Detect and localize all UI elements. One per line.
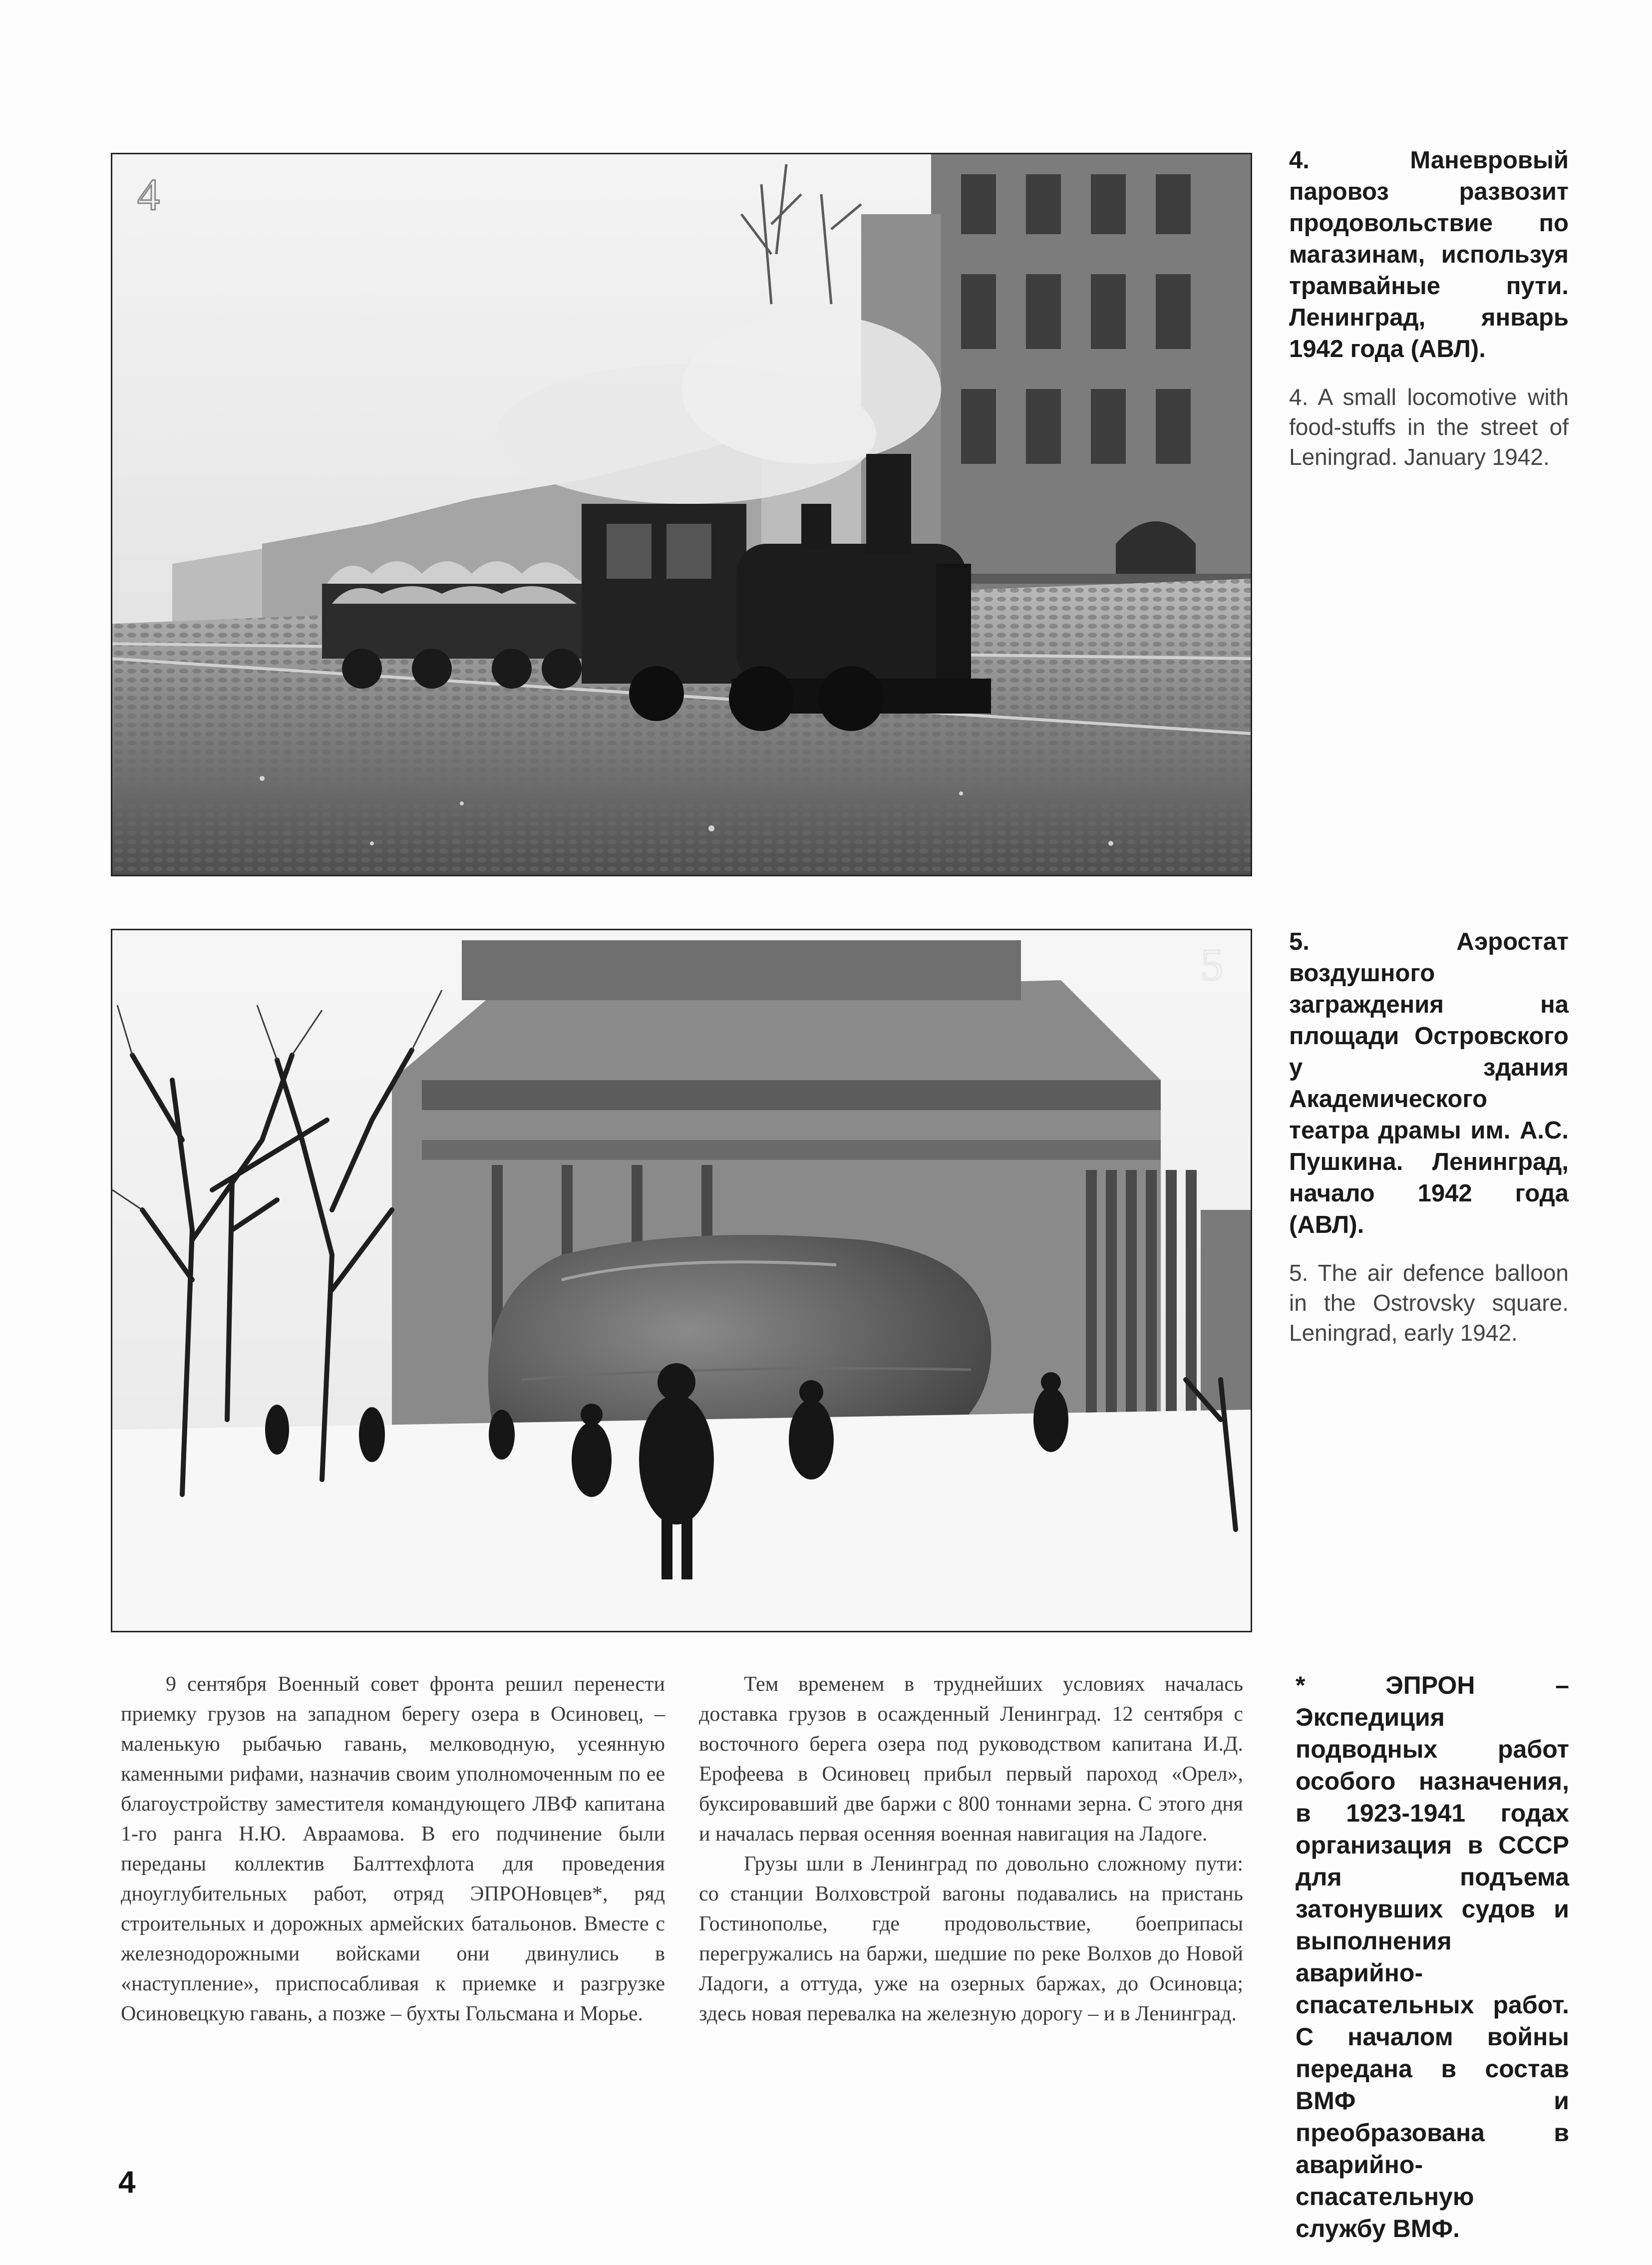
caption-ru: 5. Аэростат воздушного заграждения на площади Островского у здания Академического театра драмы им. А.С. Пушкина. Ленинград, начало 1942 года (АВЛ).	[1289, 928, 1569, 1238]
body-paragraph: Тем временем в труднейших условиях началась доставка грузов в осажденный Ленинград. 12 сентября с восточного берега озера под руководством капитана И.Д. Ерофеева в Осиновец прибыл первый пароход «Орел», буксировавший две баржи с 800 тоннами зерна. С этого дня и началась первая осенняя военная навигация на Ладоге.	[699, 1673, 1243, 1846]
body-column-1	[121, 1669, 665, 2029]
photo-number: 5	[1201, 940, 1223, 990]
photo-number: 4	[137, 170, 160, 220]
caption-en: 5. The air defence balloon in the Ostrovsky square. Leningrad, early 1942.	[1289, 1260, 1569, 1346]
photo-balloon-image	[112, 930, 1251, 1631]
caption-photo-5	[1289, 926, 1569, 1348]
footnote: * ЭПРОН – Экспедиция подводных работ особого назначения, в 1923-1941 годах организация в СССР для подъема затонувших судов и выполнения аварийно-спасательных работ. С началом войны передана в состав ВМФ и преобразована в аварийно-спасательную службу ВМФ.	[1296, 1671, 1569, 2243]
photo-locomotive	[111, 153, 1252, 876]
photo-balloon	[111, 929, 1252, 1632]
caption-en: 4. A small locomotive with food-stuffs in the street of Leningrad. January 1942.	[1289, 384, 1569, 470]
page-number: 4	[118, 2165, 136, 2200]
body-paragraph: Грузы шли в Ленинград по довольно сложному пути: со станции Волховстрой вагоны подавались на пристань Гостинополье, где продовольствие, боеприпасы перегружались на баржи, шедшие по реке Волхов до Новой Ладоги, а оттуда, уже на озерных баржах, до Осиновца; здесь новая перевалка на железную дорогу – и в Ленинград.	[699, 1853, 1243, 2025]
photo-locomotive-image	[112, 154, 1251, 875]
caption-photo-4	[1289, 145, 1569, 472]
body-paragraph: 9 сентября Военный совет фронта решил перенести приемку грузов на западном берегу озера в Осиновец, – маленькую рыбачью гавань, мелководную, усеянную каменными рифами, назначив своим уполномоченным по ее благоустройству заместителя командующего ЛВФ капитана 1-го ранга Н.Ю. Авраамова. В его подчинение были переданы коллектив Балттехфлота для проведения дноуглубительных работ, отряд ЭПРОНовцев*, ряд строительных и дорожных армейских батальонов. Вместе с железнодорожными войсками они двинулись в «наступление», приспосабливая к приемке и разгрузке Осиновецкую гавань, а позже – бухты Гольсмана и Морье.	[121, 1673, 665, 2025]
body-column-2	[699, 1669, 1243, 2029]
caption-ru: 4. Маневровый паровоз развозит продовольствие по магазинам, используя трамвайные пути. Ленинград, январь 1942 года (АВЛ).	[1289, 147, 1569, 363]
